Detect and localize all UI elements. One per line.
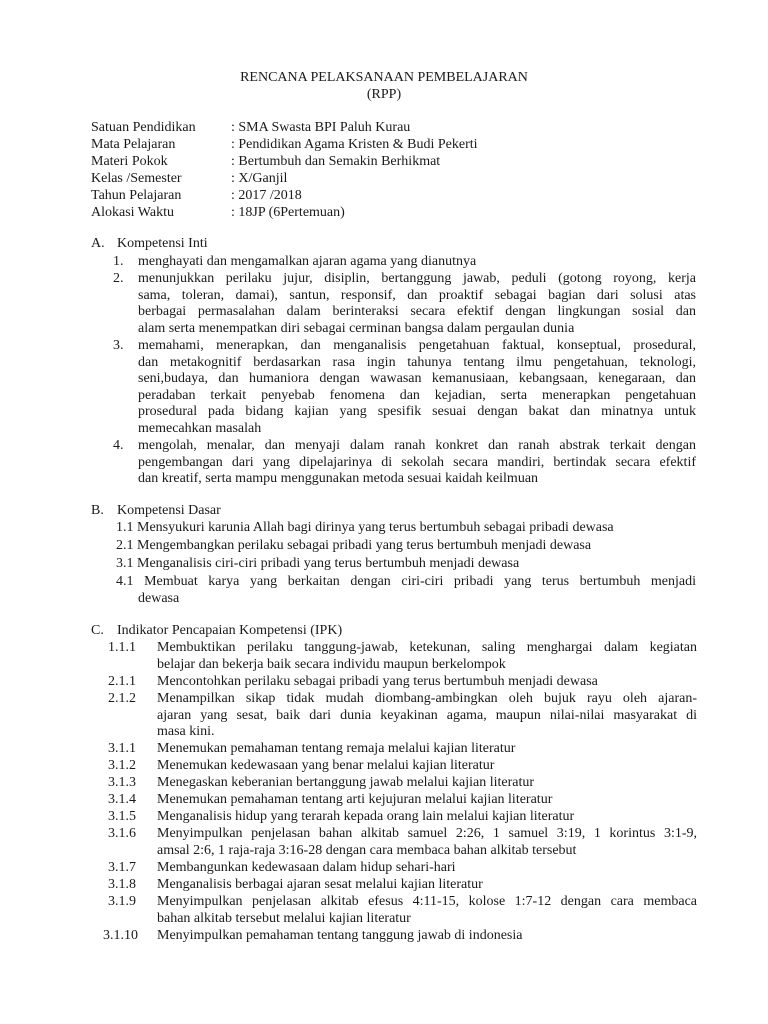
item-text <box>157 640 697 673</box>
item-line: amsal 2:6, 1 raja-raja 3:16-28 dengan cara membaca bahan alkitab tersebut <box>157 842 577 858</box>
item-text <box>157 928 697 945</box>
identity-label: Alokasi Waktu <box>91 205 174 220</box>
item-text <box>157 826 697 859</box>
section-letter: B. <box>91 503 104 518</box>
item-number: 3.1.5 <box>108 809 136 824</box>
item-number: 2.1.2 <box>108 691 136 706</box>
item-line: pengembangan dari yang dipelajarinya di sekolah secara mandiri, bertindak secara efektif <box>138 454 696 470</box>
item-line: memahami, menerapkan, dan menganalisis pengetahuan faktual, konseptual, prosedural, <box>138 338 696 353</box>
item-text <box>138 338 696 437</box>
item-line: alam serta menempatkan diri sebagai cerminan bangsa dalam pergaulan dunia <box>138 320 575 336</box>
identity-label: Mata Pelajaran <box>91 137 176 152</box>
item-text <box>138 438 696 488</box>
item-line: Menemukan pemahaman tentang remaja melalui kajian literatur <box>157 741 516 756</box>
item-line: sama, toleran, damai), santun, responsif, dan proaktif sebagai bagian dari solusi atas <box>138 287 696 303</box>
item-line: memecahkan masalah <box>138 420 262 436</box>
identity-row <box>91 154 478 171</box>
item-line: menghayati dan mengamalkan ajaran agama yang dianutnya <box>138 254 477 269</box>
identity-value: : 2017 /2018 <box>231 188 302 203</box>
item-text: 2.1 Mengembangkan perilaku sebagai pribadi yang terus bertumbuh menjadi dewasa <box>116 538 592 553</box>
item-text <box>157 758 697 775</box>
item-line: mengolah, menalar, dan menyaji dalam ranah konkret dan ranah abstrak terkait dengan <box>138 438 696 453</box>
item-number: 3.1.7 <box>108 860 136 875</box>
item-number: 2. <box>113 271 124 286</box>
identity-label: Kelas /Semester <box>91 171 182 186</box>
item-text <box>157 775 697 792</box>
item-text <box>138 271 696 337</box>
identity-label: Materi Pokok <box>91 154 168 169</box>
document-subtitle: (RPP) <box>366 87 402 102</box>
item-line: Menyimpulkan penjelasan alkitab efesus 4:11-15, kolose 1:7-12 dengan cara membaca <box>157 894 697 909</box>
item-line: Menampilkan sikap tidak mudah diombang-ambingkan oleh bujuk rayu oleh ajaran- <box>157 691 697 706</box>
item-line: Mencontohkan perilaku sebagai pribadi yang terus bertumbuh menjadi dewasa <box>157 674 598 689</box>
item-line: Menyimpulkan pemahaman tentang tanggung jawab di indonesia <box>157 928 523 943</box>
identity-row <box>91 205 478 222</box>
item-line: berbagai permasalahan dalam berinteraksi secara efektif dengan lingkungan sosial dan <box>138 304 696 319</box>
item-number: 2.1.1 <box>108 674 136 689</box>
item-text <box>157 792 697 809</box>
item-text: 3.1 Menganalisis ciri-ciri pribadi yang terus bertumbuh menjadi dewasa <box>116 556 520 571</box>
item-line: seni,budaya, dan humaniora dengan wawasan kemanusiaan, kebangsaan, kenegaraan, dan <box>138 371 696 386</box>
item-number: 3. <box>113 338 124 353</box>
item-number: 3.1.8 <box>108 877 136 892</box>
item-number: 3.1.9 <box>108 894 136 909</box>
item-line: Membuktikan perilaku tanggung-jawab, ketekunan, saling menghargai dalam kegiatan <box>157 640 697 655</box>
section-letter: C. <box>91 623 104 638</box>
item-line: Menemukan kedewasaan yang benar melalui kajian literatur <box>157 758 495 773</box>
item-text <box>157 674 697 691</box>
item-text <box>157 877 697 894</box>
item-line: Menegaskan keberanian bertanggung jawab melalui kajian literatur <box>157 775 535 790</box>
item-line: dan kreatif, serta mampu menggunakan metoda sesuai kaidah keilmuan <box>138 471 539 486</box>
item-text <box>138 254 696 271</box>
item-number: 3.1.4 <box>108 792 136 807</box>
item-continuation: dewasa <box>138 591 180 606</box>
item-line: bahan alkitab tersebut melalui kajian literatur <box>157 910 411 926</box>
item-number: 3.1.6 <box>108 826 136 841</box>
item-text <box>157 809 697 826</box>
item-line: dan metakognitif berdasarkan rasa ingin tahunya tentang ilmu pengetahuan, teknologi, <box>138 354 696 370</box>
item-line: peradaban terkait penyebab fenomena dan kejadian, serta menerapkan pengetahuan <box>138 387 696 403</box>
item-text: 4.1 Membuat karya yang berkaitan dengan ciri-ciri pribadi yang terus bertumbuh menjadi <box>116 574 696 589</box>
item-line: prosedural pada bidang kajian yang spesifik sesuai dengan bakat dan minatnya untuk <box>138 404 696 419</box>
section-letter: A. <box>91 236 105 251</box>
identity-value: : 18JP (6Pertemuan) <box>231 205 345 220</box>
item-text <box>157 741 697 758</box>
identity-row <box>91 188 478 205</box>
item-number: 3.1.1 <box>108 741 136 756</box>
item-line: masa kini. <box>157 724 215 739</box>
item-line: menunjukkan perilaku jujur, disiplin, bertanggung jawab, peduli (gotong royong, kerja <box>138 271 696 286</box>
identity-table <box>91 120 478 222</box>
item-number: 1.1.1 <box>108 640 136 655</box>
item-line: Membangunkan kedewasaan dalam hidup sehari-hari <box>157 860 456 875</box>
item-text <box>157 691 697 741</box>
item-text <box>157 894 697 927</box>
item-text <box>157 860 697 877</box>
identity-value: : X/Ganjil <box>231 171 288 186</box>
item-line: Menganalisis hidup yang terarah kepada orang lain melalui kajian literatur <box>157 809 575 824</box>
item-line: Menganalisis berbagai ajaran sesat melalui kajian literatur <box>157 877 483 892</box>
section-title: Kompetensi Inti <box>117 236 208 251</box>
item-number: 3.1.2 <box>108 758 136 773</box>
identity-row <box>91 171 478 188</box>
item-number: 4. <box>113 438 124 453</box>
item-text: 1.1 Mensyukuri karunia Allah bagi dirinya yang terus bertumbuh sebagai pribadi dewasa <box>116 520 614 535</box>
item-line: Menemukan pemahaman tentang arti kejujuran melalui kajian literatur <box>157 792 553 807</box>
identity-value: : SMA Swasta BPI Paluh Kurau <box>231 120 411 135</box>
item-line: ajaran yang sesat, baik dari dunia keyakinan agama, maupun nilai-nilai masyarakat di <box>157 707 697 723</box>
identity-value: : Pendidikan Agama Kristen & Budi Pekerti <box>231 137 478 152</box>
identity-label: Tahun Pelajaran <box>91 188 182 203</box>
section-title: Kompetensi Dasar <box>117 503 221 518</box>
item-number: 3.1.3 <box>108 775 136 790</box>
document-title: RENCANA PELAKSANAAN PEMBELAJARAN <box>240 70 528 85</box>
identity-row <box>91 120 478 137</box>
identity-row <box>91 137 478 154</box>
item-number: 3.1.10 <box>103 928 138 943</box>
item-line: Menyimpulkan penjelasan bahan alkitab samuel 2:26, 1 samuel 3:19, 1 korintus 3:1-9, <box>157 826 697 841</box>
item-number: 1. <box>113 254 124 269</box>
identity-label: Satuan Pendidikan <box>91 120 196 135</box>
section-title: Indikator Pencapaian Kompetensi (IPK) <box>117 623 343 638</box>
identity-value: : Bertumbuh dan Semakin Berhikmat <box>231 154 441 169</box>
item-line: belajar dan bekerja baik secara individu maupun berkelompok <box>157 656 506 672</box>
